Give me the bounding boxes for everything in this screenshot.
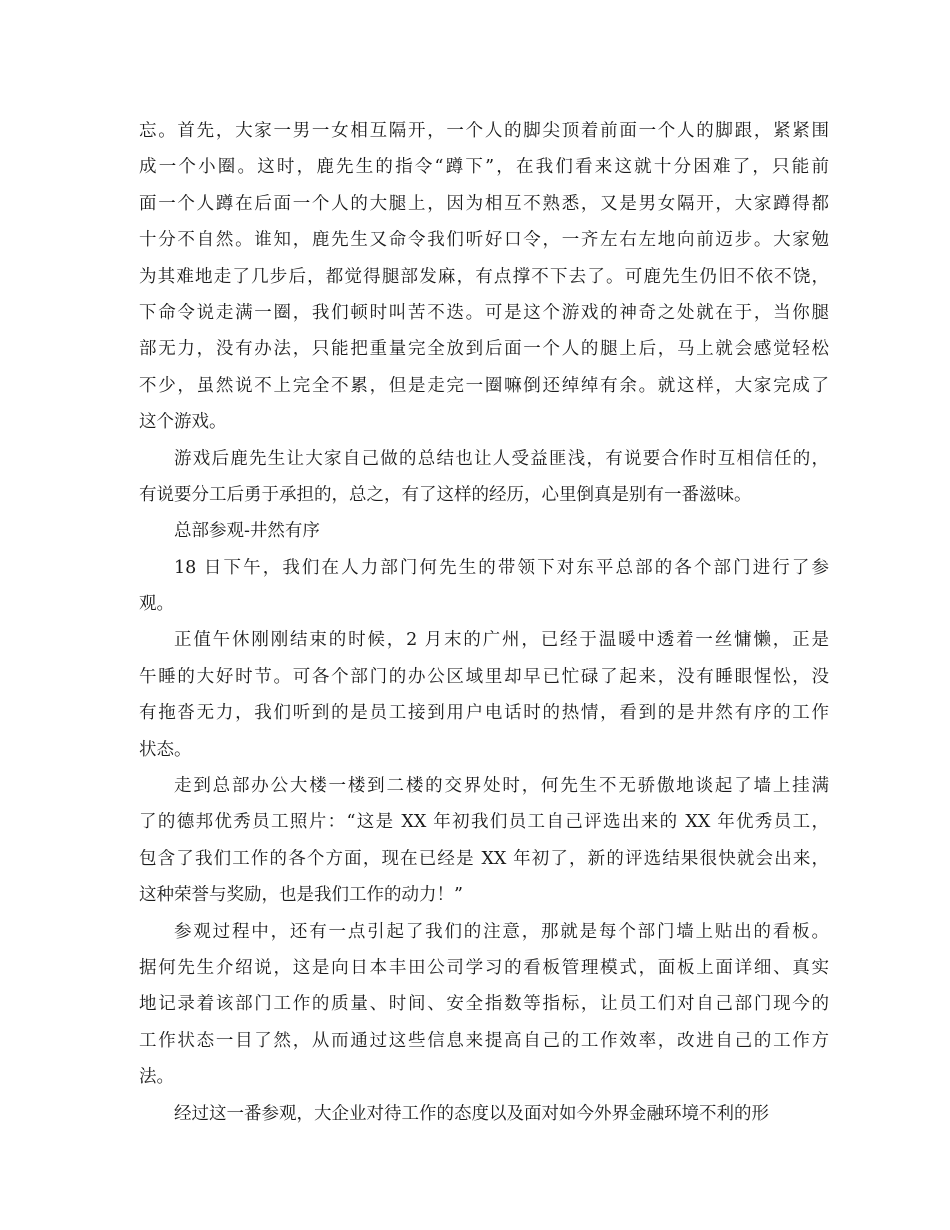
text-line: 据何先生介绍说，这是向日本丰田公司学习的看板管理模式，面板上面详细、真实 [139,957,829,978]
text-line: 了的德邦优秀员工照片：“这是 XX 年初我们员工自己评选出来的 XX 年优秀员工， [139,812,829,833]
text-line: 有拖沓无力，我们听到的是员工接到用户电话时的热情，看到的是井然有序的工作 [139,703,829,724]
text-line: 经过这一番参观，大企业对待工作的态度以及面对如今外界金融环境不利的形 [174,1103,769,1124]
text-line: 法。 [139,1067,174,1088]
paragraph [139,914,829,1096]
paragraph [139,113,829,441]
text-line: 地记录着该部门工作的质量、时间、安全指数等指标，让员工们对自己部门现今的 [139,994,829,1015]
paragraph [139,441,829,514]
text-line: 参观过程中，还有一点引起了我们的注意，那就是每个部门墙上贴出的看板。 [174,921,829,942]
paragraph [139,622,829,768]
text-line: 成一个小圈。这时，鹿先生的指令“蹲下”，在我们看来这就十分困难了，只能前 [139,157,829,178]
text-line: 这个游戏。 [139,412,227,433]
paragraph [139,1096,829,1132]
text-line: 游戏后鹿先生让大家自己做的总结也让人受益匪浅，有说要合作时互相信任的， [174,448,829,469]
text-line: 午睡的大好时节。可各个部门的办公区域里却早已忙碌了起来，没有睡眼惺忪，没 [139,666,829,687]
text-line: 工作状态一目了然，从而通过这些信息来提高自己的工作效率，改进自己的工作方 [139,1030,829,1051]
text-line: 忘。首先，大家一男一女相互隔开，一个人的脚尖顶着前面一个人的脚跟，紧紧围 [139,121,829,141]
text-line: 下命令说走满一圈，我们顿时叫苦不迭。可是这个游戏的神奇之处就在于，当你腿 [139,302,829,323]
document-page [139,113,829,1132]
text-line: 十分不自然。谁知，鹿先生又命令我们听好口令，一齐左右左地向前迈步。大家勉 [139,230,829,251]
text-line: 有说要分工后勇于承担的，总之，有了这样的经历，心里倒真是别有一番滋味。 [139,484,752,505]
text-line: 不少，虽然说不上完全不累，但是走完一圈嘛倒还绰绰有余。就这样，大家完成了 [139,375,829,396]
text-line: 走到总部办公大楼一楼到二楼的交界处时，何先生不无骄傲地谈起了墙上挂满 [174,776,829,797]
text-line: 包含了我们工作的各个方面，现在已经是 XX 年初了，新的评选结果很快就会出来， [139,848,829,869]
paragraph [139,550,829,623]
text-line: 状态。 [139,739,192,760]
text-line: 观。 [139,594,174,615]
text-line: 为其难地走了几步后，都觉得腿部发麻，有点撑不下去了。可鹿先生仍旧不依不饶， [139,266,829,287]
text-line: 18 日下午，我们在人力部门何先生的带领下对东平总部的各个部门进行了参 [174,557,829,578]
paragraph [139,768,829,914]
text-line: 面一个人蹲在后面一个人的大腿上，因为相互不熟悉，又是男女隔开，大家蹲得都 [139,193,829,214]
paragraph [139,513,829,549]
text-line: 正值午休刚刚结束的时候，2 月末的广州，已经于温暖中透着一丝慵懒，正是 [174,630,829,651]
text-line: 总部参观-井然有序 [174,521,320,542]
text-line: 部无力，没有办法，只能把重量完全放到后面一个人的腿上后，马上就会感觉轻松 [139,339,829,360]
text-line: 这种荣誉与奖励，也是我们工作的动力！” [139,885,463,906]
